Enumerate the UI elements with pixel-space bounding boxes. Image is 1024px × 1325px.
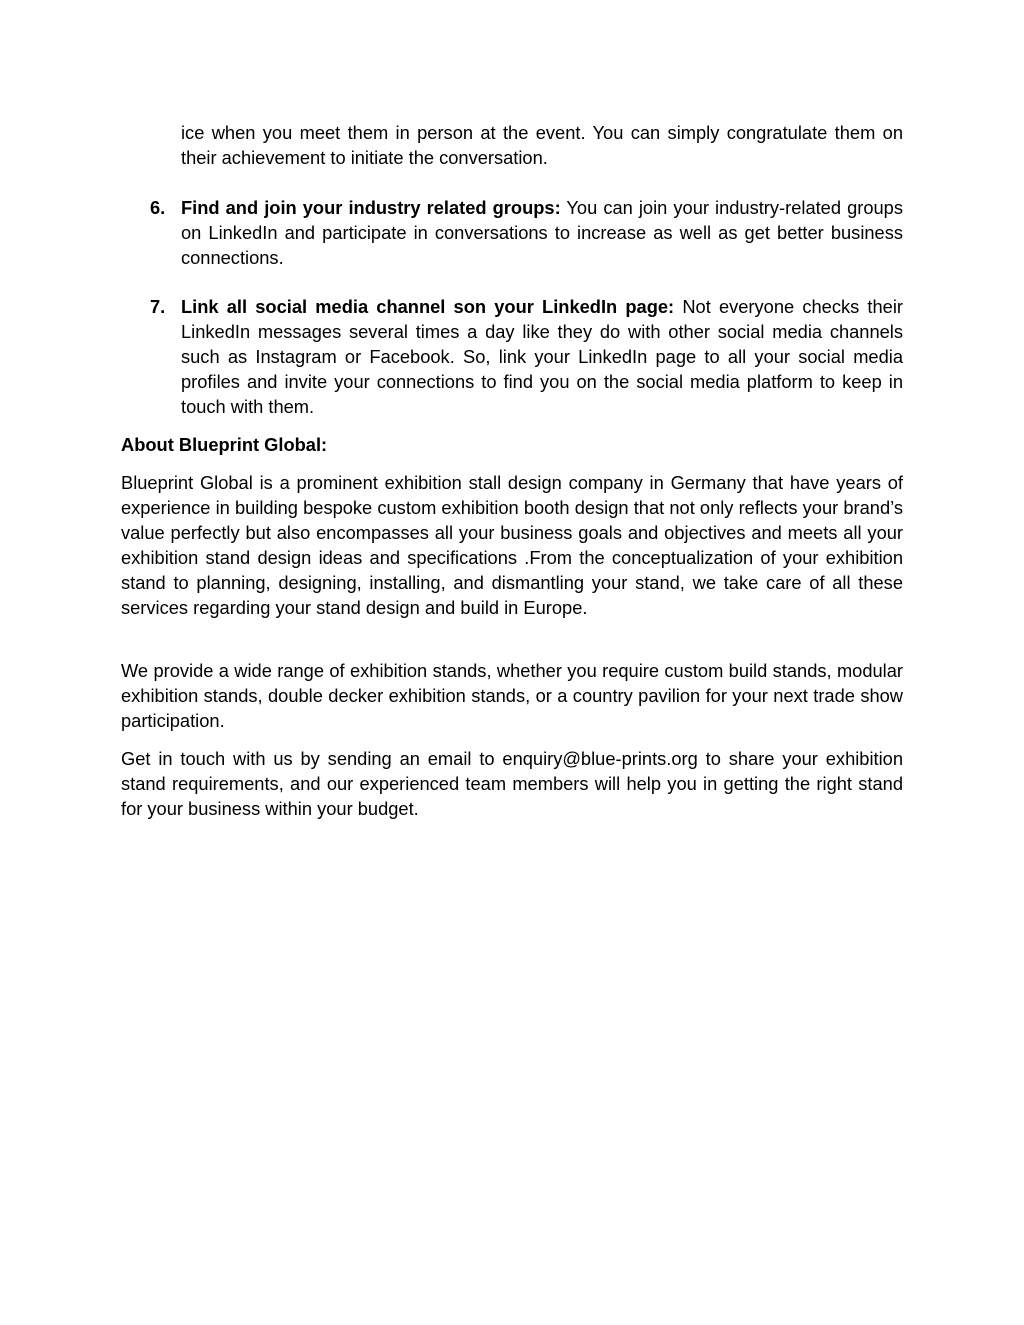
list-item-body [181,294,903,419]
list-item [121,195,903,270]
list-item [121,294,903,419]
about-paragraph: Blueprint Global is a prominent exhibition stall design company in Germany that have years of experience in building bespoke custom exhibition booth design that not only reflects your brand’s value perfectly but also encompasses all your business goals and objectives and meets all your exhibition stand design ideas and specifications .From the conceptualization of your exhibition stand to planning, designing, installing, and dismantling your stand, we take care of all these services regarding your stand design and build in Europe. [121,472,903,618]
list-item-text: You can join your industry-related groups on LinkedIn and participate in conversations to increase as well as get better business connections. [181,197,903,268]
list-item-number: 6. [150,197,166,218]
continuation-paragraph: ice when you meet them in person at the event. You can simply congratulate them on their achievement to initiate the conversation. [181,122,903,168]
list-item-lead: Find and join your industry related groups: [181,197,561,218]
list-item-lead: Link all social media channel son your LinkedIn page: [181,296,675,317]
list-item-text: Not everyone checks their LinkedIn messages several times a day like they do with other social media channels such as Instagram or Facebook. So, link your LinkedIn page to all your social media profiles and invite your connections to find you on the social media platform to keep in touch with them. [181,296,903,417]
list-item-body [181,195,903,270]
list-item-number: 7. [150,296,166,317]
contact-paragraph: Get in touch with us by sending an email to enquiry@blue-prints.org to share your exhibition stand requirements, and our experienced team members will help you in getting the right stand for your business within your budget. [121,748,903,819]
stands-paragraph: We provide a wide range of exhibition stands, whether you require custom build stands, modular exhibition stands, double decker exhibition stands, or a country pavilion for your next trade show participation. [121,660,903,731]
about-heading: About Blueprint Global: [121,434,328,455]
